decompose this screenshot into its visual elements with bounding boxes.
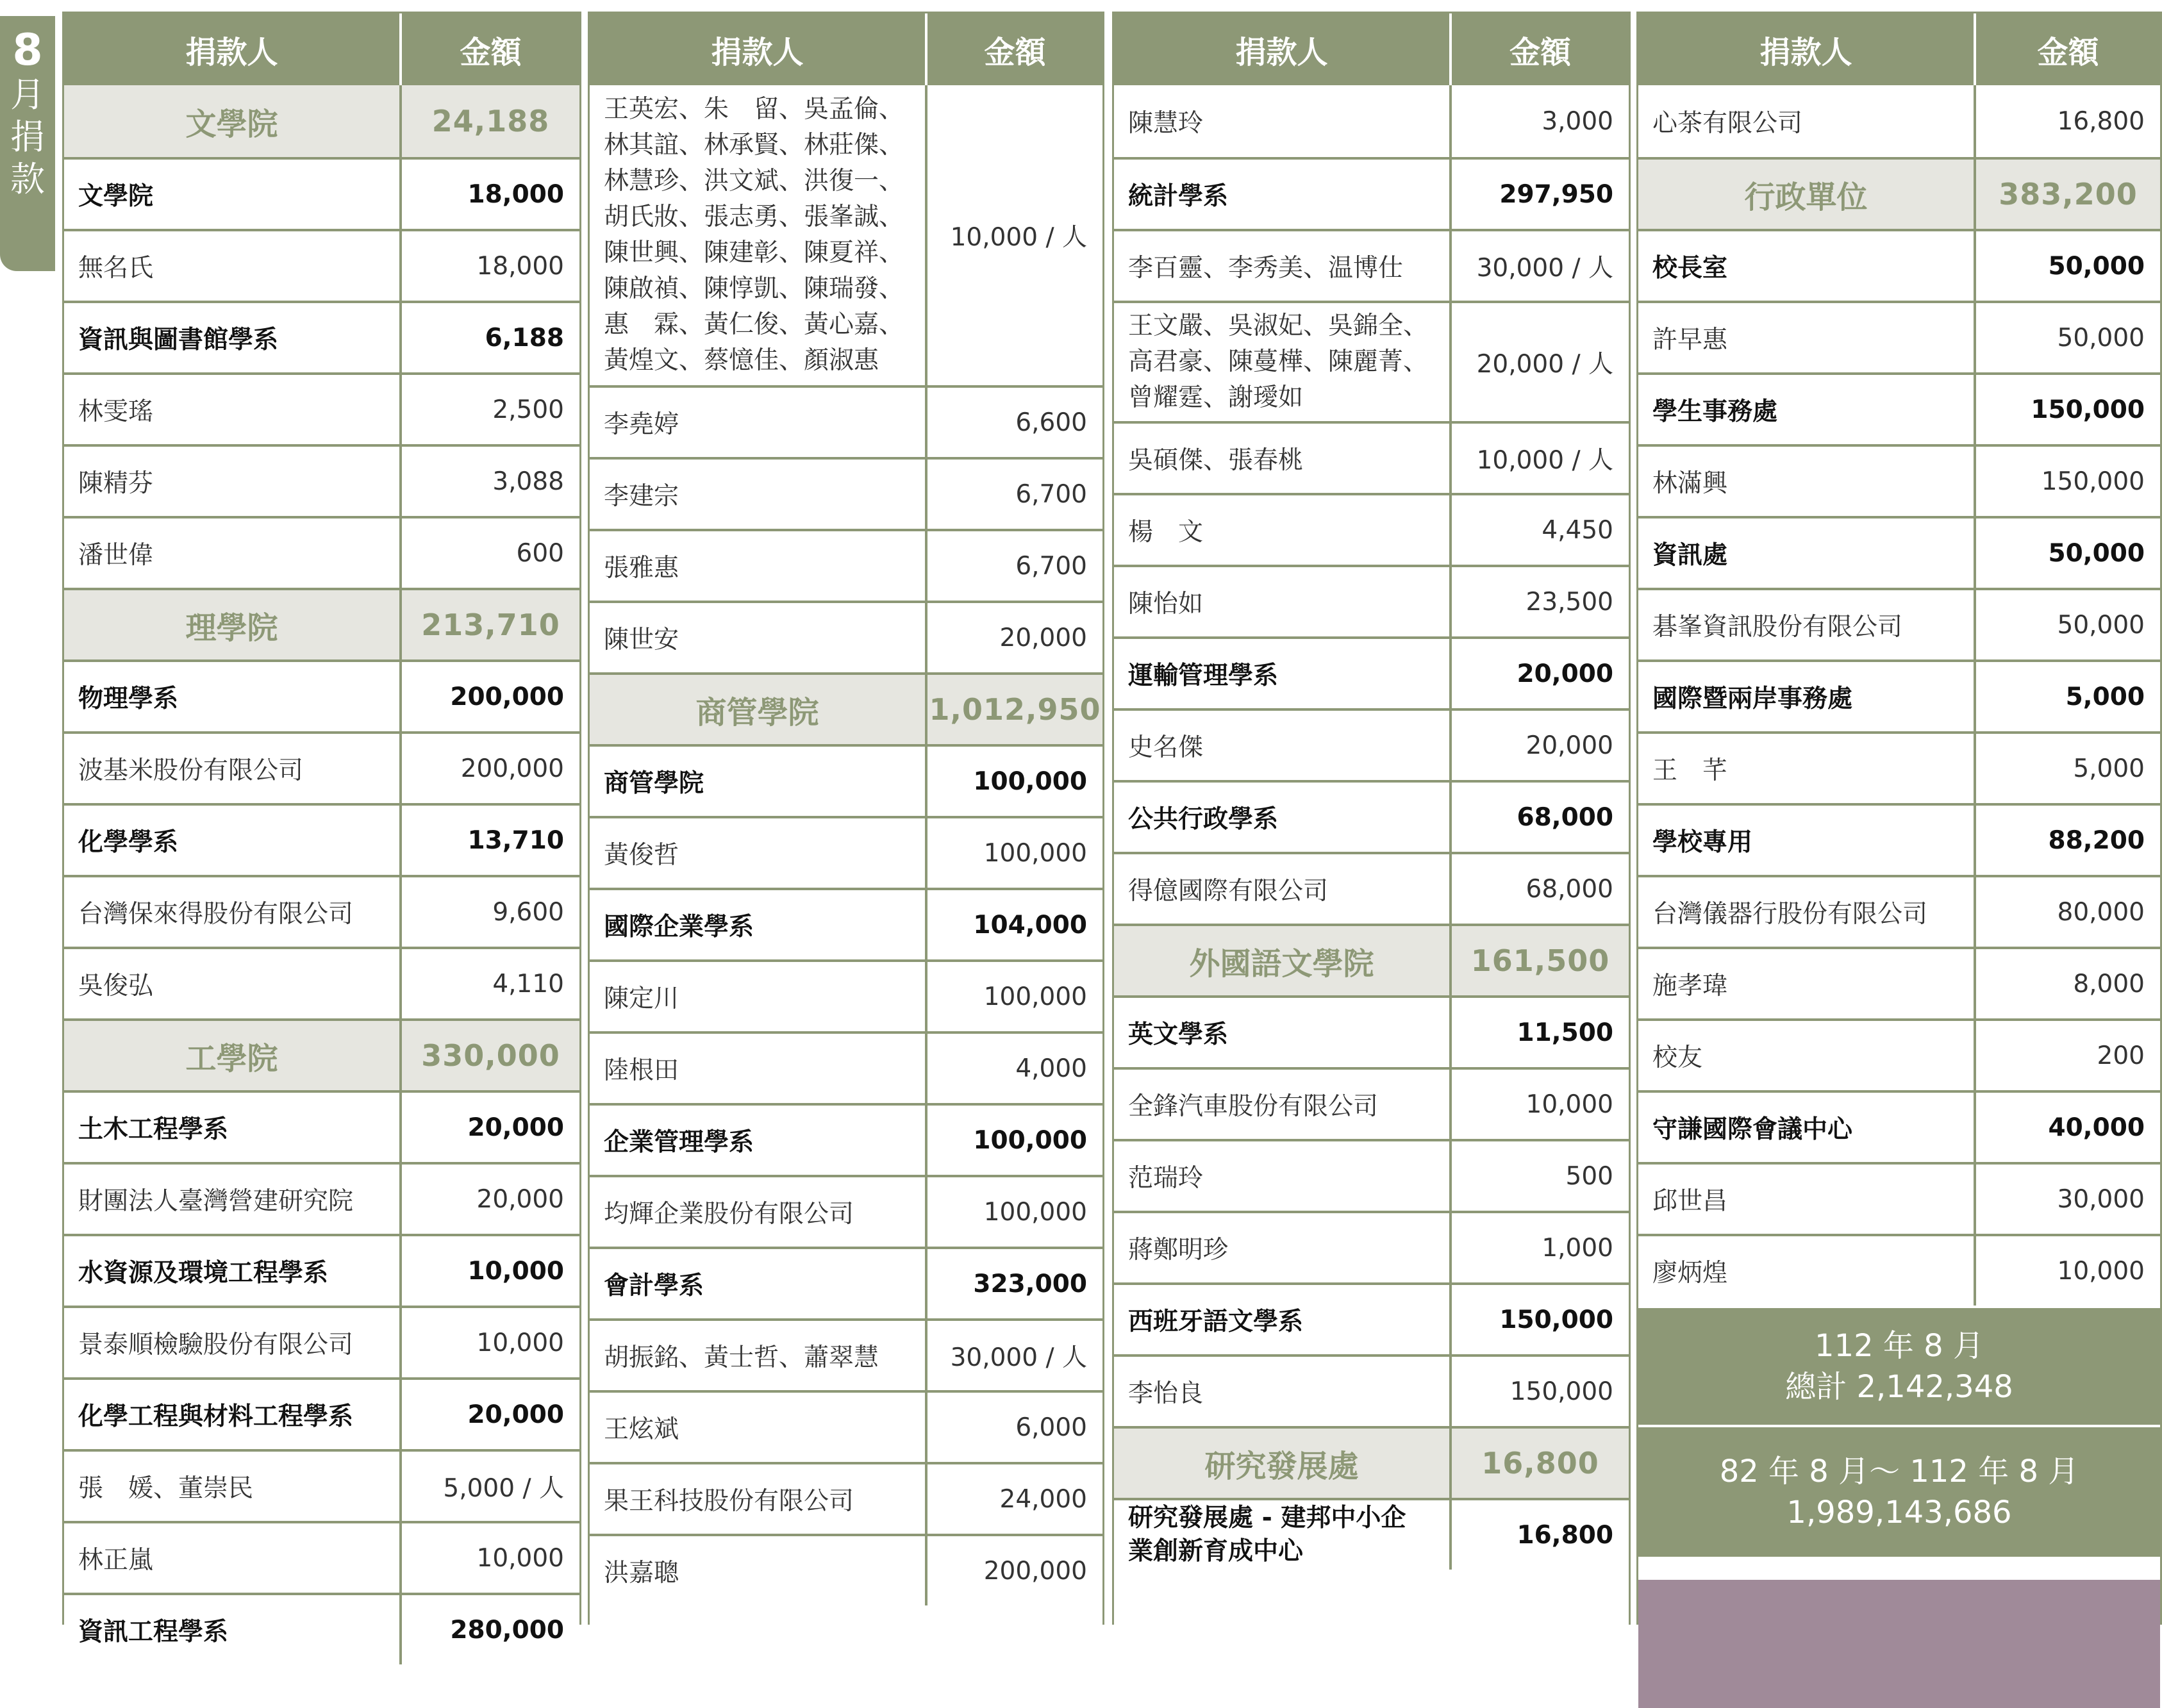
donor-row — [590, 1031, 1102, 1103]
donation-amount: 6,700 — [1015, 479, 1087, 509]
table-header — [64, 13, 579, 85]
section-row — [64, 1018, 579, 1090]
total-value: 總計 2,142,348 — [1785, 1369, 2013, 1405]
donor-row — [1638, 875, 2160, 947]
donor-row — [64, 444, 579, 516]
donor-name: 化學工程與材料工程學系 — [64, 1380, 402, 1449]
donor-row — [1114, 1354, 1629, 1426]
donation-amount: 6,700 — [1015, 551, 1087, 581]
donor-name: 李建宗 — [590, 460, 927, 529]
donation-amount: 50,000 — [2057, 610, 2145, 640]
donor-column-header: 捐款人 — [1638, 13, 1976, 85]
section-row — [1114, 1426, 1629, 1498]
department-row — [1114, 1282, 1629, 1354]
donor-name: 得億國際有限公司 — [1114, 854, 1452, 924]
donor-row — [64, 1162, 579, 1234]
amount-column-header: 金額 — [1509, 34, 1571, 70]
donor-name: 台灣儀器行股份有限公司 — [1638, 877, 1976, 947]
donation-amount: 20,000 — [467, 1113, 564, 1142]
donor-name: 廖炳煌 — [1638, 1236, 1976, 1306]
donation-amount: 10,000 / 人 — [1476, 446, 1613, 475]
department-row — [1638, 229, 2160, 301]
donor-row — [1114, 229, 1629, 301]
donor-name: 吳碩傑、張春桃 — [1114, 424, 1452, 493]
department-row — [64, 1090, 579, 1162]
donor-name: 林滿興 — [1638, 447, 1976, 516]
donation-table-1 — [62, 12, 581, 1646]
donation-amount: 200 — [2097, 1041, 2145, 1070]
donation-amount: 100,000 — [973, 1125, 1087, 1155]
department-row — [1114, 995, 1629, 1067]
donation-amount: 50,000 — [2048, 251, 2145, 281]
amount-column-header: 金額 — [984, 34, 1046, 70]
donor-name: 校友 — [1638, 1021, 1976, 1090]
donor-name: 文學院 — [64, 85, 402, 157]
donation-amount: 20,000 — [467, 1400, 564, 1429]
donor-row — [1114, 85, 1629, 157]
donor-row — [1638, 947, 2160, 1018]
department-row — [1114, 1498, 1629, 1570]
donation-amount: 200,000 — [450, 682, 564, 711]
month-char-2: 捐 — [10, 117, 45, 157]
donor-name: 王 芊 — [1638, 734, 1976, 803]
department-row — [64, 1377, 579, 1449]
donation-amount: 24,188 — [431, 104, 550, 138]
donation-amount: 16,800 — [1517, 1520, 1613, 1550]
donor-column-header: 捐款人 — [590, 13, 927, 85]
donor-row — [1638, 85, 2160, 157]
donation-amount: 10,000 / 人 — [950, 223, 1087, 252]
department-row — [590, 744, 1102, 816]
donor-name: 許早惠 — [1638, 303, 1976, 372]
donor-name: 景泰順檢驗股份有限公司 — [64, 1308, 402, 1377]
donation-table-4 — [1636, 12, 2162, 1625]
donor-name: 學校專用 — [1638, 806, 1976, 875]
donation-amount: 30,000 / 人 — [1476, 254, 1613, 283]
donation-amount: 3,088 — [492, 467, 564, 496]
section-row — [64, 85, 579, 157]
donor-name: 資訊與圖書館學系 — [64, 303, 402, 372]
month-tab — [0, 16, 55, 271]
decorative-bar — [1638, 1580, 2160, 1708]
donation-amount: 68,000 — [1526, 874, 1613, 904]
donation-amount: 330,000 — [421, 1038, 560, 1073]
donation-amount: 23,500 — [1526, 587, 1613, 617]
donor-name: 公共行政學系 — [1114, 783, 1452, 852]
donor-name: 張 媛、董崇民 — [64, 1452, 402, 1521]
donor-name: 楊 文 — [1114, 495, 1452, 565]
donor-name: 會計學系 — [590, 1249, 927, 1318]
donation-amount: 4,000 — [1015, 1054, 1087, 1083]
amount-column-header: 金額 — [460, 34, 522, 70]
donation-amount: 104,000 — [973, 910, 1087, 940]
donor-name: 校長室 — [1638, 231, 1976, 301]
donor-name: 水資源及環境工程學系 — [64, 1236, 402, 1306]
donor-name: 守謙國際會議中心 — [1638, 1093, 1976, 1162]
donation-amount: 5,000 — [2065, 682, 2145, 711]
donation-amount: 11,500 — [1517, 1018, 1613, 1047]
section-row — [1114, 924, 1629, 995]
donor-name: 均輝企業股份有限公司 — [590, 1177, 927, 1247]
department-row — [1638, 372, 2160, 444]
donation-amount: 1,012,950 — [929, 692, 1101, 727]
donor-name: 土木工程學系 — [64, 1093, 402, 1162]
donation-amount: 323,000 — [973, 1269, 1087, 1298]
donor-name: 陳世安 — [590, 603, 927, 672]
donor-name: 波基米股份有限公司 — [64, 734, 402, 803]
donor-name: 無名氏 — [64, 231, 402, 301]
donor-name: 胡振銘、黃士哲、蕭翠慧 — [590, 1321, 927, 1390]
section-row — [1638, 157, 2160, 229]
donor-name: 行政單位 — [1638, 160, 1976, 229]
donor-name: 資訊工程學系 — [64, 1595, 402, 1664]
donor-name: 吳俊弘 — [64, 949, 402, 1018]
donor-row — [64, 947, 579, 1018]
donor-row — [1638, 444, 2160, 516]
donor-name: 王英宏、朱 留、吳孟倫、 林其誼、林承賢、林莊傑、 林慧珍、洪文斌、洪復一、 胡氏妝、張志勇、張峯誠、 陳世興、陳建彰、陳夏祥、 陳啟禎、陳惇凱、陳瑞發、 惠 霖、黃仁俊、黃心嘉、 黃煌文、蔡憶佳、顏淑惠 — [590, 85, 927, 385]
donor-name: 王炫斌 — [590, 1393, 927, 1462]
department-row — [1114, 636, 1629, 708]
donor-row — [64, 1449, 579, 1521]
donation-amount: 16,800 — [2057, 106, 2145, 136]
donation-amount: 150,000 — [1499, 1305, 1613, 1334]
table-body — [1114, 85, 1629, 1570]
donor-name: 研究發展處 — [1114, 1429, 1452, 1498]
donor-name: 國際企業學系 — [590, 890, 927, 959]
donor-name: 李堯婷 — [590, 388, 927, 457]
donor-row — [1638, 301, 2160, 372]
donor-name: 陳精芬 — [64, 447, 402, 516]
donor-name: 邱世昌 — [1638, 1165, 1976, 1234]
donation-amount: 5,000 — [2073, 754, 2145, 783]
section-row — [64, 588, 579, 659]
department-row — [590, 1247, 1102, 1318]
donation-amount: 20,000 — [476, 1184, 564, 1214]
month-char-1: 月 — [10, 74, 45, 115]
donor-name: 李百靈、李秀美、温博仕 — [1114, 231, 1452, 301]
donation-amount: 200,000 — [983, 1556, 1087, 1586]
donor-row — [1638, 1234, 2160, 1306]
donation-amount: 100,000 — [983, 838, 1087, 868]
donor-name: 全鋒汽車股份有限公司 — [1114, 1070, 1452, 1139]
donation-amount: 100,000 — [973, 767, 1087, 796]
donation-amount: 24,000 — [999, 1484, 1087, 1514]
department-row — [1114, 780, 1629, 852]
donor-name: 林正嵐 — [64, 1523, 402, 1593]
donation-amount: 16,800 — [1481, 1446, 1599, 1480]
donation-amount: 13,710 — [467, 825, 564, 855]
donation-amount: 200,000 — [460, 754, 564, 783]
total-label: 82 年 8 月～ 112 年 8 月 — [1719, 1454, 2079, 1489]
donor-row — [590, 85, 1102, 385]
table-header — [1638, 13, 2160, 85]
donation-amount: 2,500 — [492, 395, 564, 424]
department-row — [64, 1234, 579, 1306]
donor-row — [1114, 421, 1629, 493]
donor-row — [1114, 301, 1629, 421]
donor-name: 財團法人臺灣營建研究院 — [64, 1165, 402, 1234]
donation-amount: 3,000 — [1542, 106, 1613, 136]
donor-name: 資訊處 — [1638, 518, 1976, 588]
donation-amount: 383,200 — [1999, 177, 2138, 211]
donation-amount: 10,000 — [2057, 1256, 2145, 1286]
donor-name: 林雯瑤 — [64, 375, 402, 444]
cumulative-total — [1638, 1425, 2160, 1557]
table-body — [1638, 85, 2160, 1306]
donor-name: 學生事務處 — [1638, 375, 1976, 444]
department-row — [590, 1103, 1102, 1175]
donation-amount: 297,950 — [1499, 179, 1613, 209]
donor-name: 范瑞玲 — [1114, 1141, 1452, 1211]
donation-amount: 40,000 — [2048, 1113, 2145, 1142]
month-number: 8 — [12, 25, 43, 76]
donor-row — [1114, 1139, 1629, 1211]
donor-row — [64, 229, 579, 301]
donor-row — [1638, 588, 2160, 659]
donor-name: 外國語文學院 — [1114, 926, 1452, 995]
donation-amount: 30,000 / 人 — [950, 1343, 1087, 1372]
donor-name: 運輸管理學系 — [1114, 639, 1452, 708]
donation-amount: 500 — [1565, 1161, 1613, 1191]
month-char-3: 款 — [10, 159, 45, 199]
donor-name: 心茶有限公司 — [1638, 85, 1976, 157]
donor-row — [64, 875, 579, 947]
donor-row — [590, 816, 1102, 888]
total-value: 1,989,143,686 — [1786, 1495, 2012, 1530]
department-row — [590, 888, 1102, 959]
donor-name: 陸根田 — [590, 1034, 927, 1103]
donor-row — [590, 385, 1102, 457]
donor-name: 黃俊哲 — [590, 818, 927, 888]
department-row — [1114, 157, 1629, 229]
section-row — [590, 672, 1102, 744]
donor-row — [590, 1390, 1102, 1462]
donation-amount: 100,000 — [983, 1197, 1087, 1227]
donor-name: 碁峯資訊股份有限公司 — [1638, 590, 1976, 659]
donation-amount: 50,000 — [2057, 323, 2145, 352]
donation-amount: 80,000 — [2057, 897, 2145, 927]
spacer — [1638, 1557, 2160, 1580]
table-body — [590, 85, 1102, 1605]
donor-row — [1638, 1018, 2160, 1090]
donor-name: 潘世偉 — [64, 518, 402, 588]
donor-row — [64, 516, 579, 588]
donor-row — [64, 1521, 579, 1593]
department-row — [64, 157, 579, 229]
donor-row — [1114, 708, 1629, 780]
donation-amount: 1,000 — [1542, 1233, 1613, 1263]
donation-amount: 4,450 — [1542, 515, 1613, 545]
donation-amount: 280,000 — [450, 1615, 564, 1645]
table-header — [590, 13, 1102, 85]
donor-row — [590, 959, 1102, 1031]
donor-row — [64, 1306, 579, 1377]
donation-amount: 20,000 — [999, 623, 1087, 652]
department-row — [64, 803, 579, 875]
donation-amount: 150,000 — [1509, 1377, 1613, 1406]
total-label: 112 年 8 月 — [1815, 1328, 1984, 1364]
donation-table-3 — [1112, 12, 1631, 1625]
department-row — [1638, 659, 2160, 731]
donor-name: 陳定川 — [590, 962, 927, 1031]
donation-amount: 10,000 — [476, 1328, 564, 1357]
donation-amount: 5,000 / 人 — [443, 1474, 564, 1503]
department-row — [64, 301, 579, 372]
donation-amount: 213,710 — [421, 608, 560, 642]
donor-name: 西班牙語文學系 — [1114, 1285, 1452, 1354]
donor-name: 李怡良 — [1114, 1357, 1452, 1426]
donation-amount: 88,200 — [2048, 825, 2145, 855]
monthly-total — [1638, 1306, 2160, 1425]
donor-row — [1638, 1162, 2160, 1234]
donor-name: 蔣鄭明珍 — [1114, 1213, 1452, 1282]
donation-amount: 20,000 — [1526, 731, 1613, 760]
donor-name: 商管學院 — [590, 747, 927, 816]
table-header — [1114, 13, 1629, 85]
department-row — [1638, 803, 2160, 875]
donation-amount: 161,500 — [1470, 943, 1610, 978]
donation-amount: 20,000 — [1517, 659, 1613, 688]
amount-column-header: 金額 — [2037, 34, 2099, 70]
donation-amount: 6,600 — [1015, 408, 1087, 437]
donor-name: 企業管理學系 — [590, 1106, 927, 1175]
donor-name: 張雅惠 — [590, 531, 927, 601]
donation-amount: 10,000 — [1526, 1090, 1613, 1119]
donor-row — [590, 601, 1102, 672]
donor-name: 施孝瑋 — [1638, 949, 1976, 1018]
donor-name: 工學院 — [64, 1021, 402, 1090]
department-row — [1638, 1090, 2160, 1162]
donor-row — [1114, 1211, 1629, 1282]
donation-amount: 10,000 — [476, 1543, 564, 1573]
donation-amount: 6,000 — [1015, 1413, 1087, 1442]
donor-name: 史名傑 — [1114, 711, 1452, 780]
donor-name: 台灣保來得股份有限公司 — [64, 877, 402, 947]
donor-name: 統計學系 — [1114, 160, 1452, 229]
donation-amount: 8,000 — [2073, 969, 2145, 999]
donor-name: 研究發展處 - 建邦中小企 業創新育成中心 — [1114, 1500, 1452, 1570]
donor-row — [1114, 852, 1629, 924]
donor-name: 果王科技股份有限公司 — [590, 1464, 927, 1534]
donor-row — [590, 457, 1102, 529]
donation-amount: 600 — [516, 538, 564, 568]
donor-row — [590, 1175, 1102, 1247]
donor-row — [64, 372, 579, 444]
donation-amount: 50,000 — [2048, 538, 2145, 568]
donor-name: 化學學系 — [64, 806, 402, 875]
department-row — [64, 659, 579, 731]
donation-amount: 18,000 — [476, 251, 564, 281]
donor-row — [590, 1318, 1102, 1390]
donation-amount: 30,000 — [2057, 1184, 2145, 1214]
donor-name: 陳怡如 — [1114, 567, 1452, 636]
donation-amount: 150,000 — [2031, 395, 2145, 424]
donor-row — [590, 1462, 1102, 1534]
donation-amount: 10,000 — [467, 1256, 564, 1286]
donation-amount: 18,000 — [467, 179, 564, 209]
donor-name: 英文學系 — [1114, 998, 1452, 1067]
donor-name: 理學院 — [64, 590, 402, 659]
donor-name: 王文嚴、吳淑妃、吳錦全、 高君豪、陳蔓樺、陳麗菁、 曾耀霆、謝璦如 — [1114, 303, 1452, 421]
donation-amount: 6,188 — [485, 323, 564, 352]
donation-amount: 150,000 — [2041, 467, 2145, 496]
donor-name: 商管學院 — [590, 675, 927, 744]
donor-row — [1638, 731, 2160, 803]
donor-row — [64, 731, 579, 803]
donor-row — [1114, 493, 1629, 565]
donor-row — [1114, 1067, 1629, 1139]
donor-column-header: 捐款人 — [1114, 13, 1452, 85]
donor-name: 物理學系 — [64, 662, 402, 731]
donor-name: 國際暨兩岸事務處 — [1638, 662, 1976, 731]
donor-name: 文學院 — [64, 160, 402, 229]
donor-row — [1114, 565, 1629, 636]
donation-amount: 4,110 — [492, 969, 564, 999]
table-body — [64, 85, 579, 1664]
donor-name: 洪嘉聰 — [590, 1536, 927, 1605]
donor-row — [590, 1534, 1102, 1605]
donation-amount: 9,600 — [492, 897, 564, 927]
donation-table-2 — [588, 12, 1104, 1625]
department-row — [1638, 516, 2160, 588]
donor-row — [590, 529, 1102, 601]
donation-amount: 20,000 / 人 — [1476, 350, 1613, 379]
donation-amount: 100,000 — [983, 982, 1087, 1011]
donor-column-header: 捐款人 — [64, 13, 402, 85]
department-row — [64, 1593, 579, 1664]
donation-amount: 68,000 — [1517, 802, 1613, 832]
donor-name: 陳慧玲 — [1114, 85, 1452, 157]
